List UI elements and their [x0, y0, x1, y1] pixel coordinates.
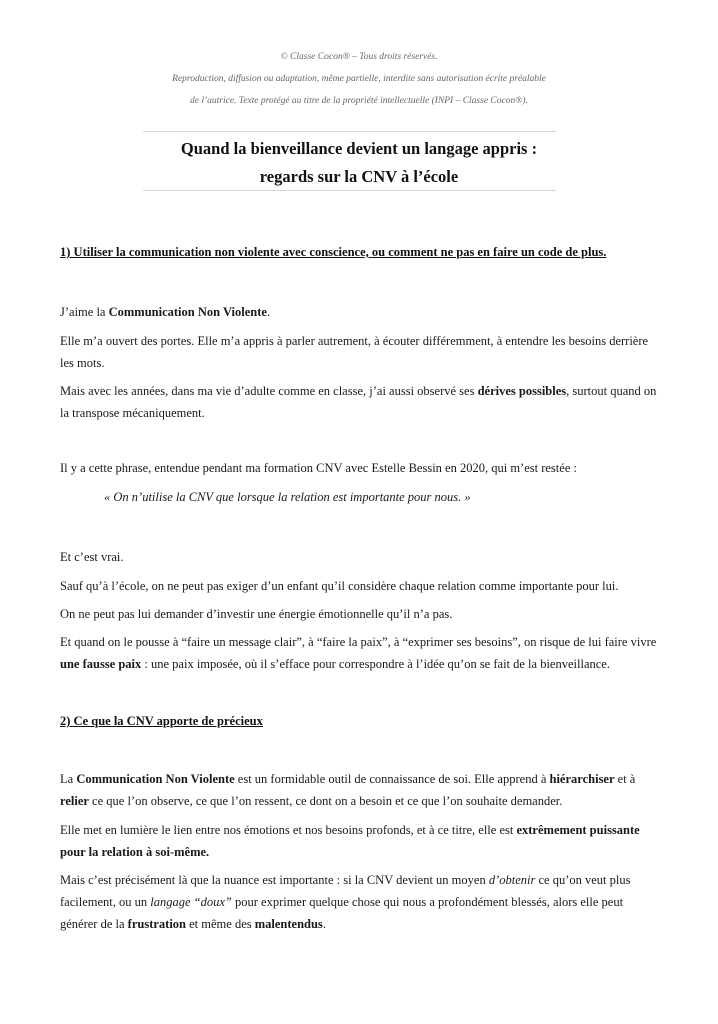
title-bottom-divider [143, 190, 556, 191]
copyright-notice [0, 46, 718, 112]
section-heading: 2) Ce que la CNV apporte de précieux [60, 714, 263, 728]
paragraph: Et c’est vrai. [60, 550, 124, 564]
paragraph: Mais c’est précisément là que la nuance est importante : si la CNV devient un moyen d’obtenir ce qu’on veut plus facilement, ou un langage “doux” pour exprimer quelque chose qui nous a profondément blessés, alors elle peut générer de la frustration et même des malentendus. [60, 873, 631, 931]
paragraph: Il y a cette phrase, entendue pendant ma formation CNV avec Estelle Bessin en 2020, qui m’est restée : [60, 461, 577, 475]
title-line: Quand la bienveillance devient un langage appris : [180, 139, 538, 158]
paragraph: Elle m’a ouvert des portes. Elle m’a appris à parler autrement, à écouter différemment, à entendre les besoins derrière les mots. [60, 334, 649, 370]
paragraph: Elle met en lumière le lien entre nos émotions et nos besoins profonds, et à ce titre, elle est extrêmement puissante pour la relation à soi-même. [60, 823, 640, 859]
copyright-line: Reproduction, diffusion ou adaptation, même partielle, interdite sans autorisation écrite préalable [172, 74, 546, 84]
paragraph: Et quand on le pousse à “faire un message clair”, à “faire la paix”, à “exprimer ses besoins”, on risque de lui faire vivre une fausse paix : une paix imposée, où il s’efface pour correspondre à l’idée qu’on se fait de la bienveillance. [60, 635, 657, 671]
paragraph: J’aime la Communication Non Violente. [60, 305, 271, 319]
paragraph: Mais avec les années, dans ma vie d’adulte comme en classe, j’ai aussi observé ses dérives possibles, surtout quand on la transpose mécaniquement. [60, 384, 657, 420]
copyright-line: © Classe Cocon® – Tous droits réservés. [280, 52, 438, 62]
title-line: regards sur la CNV à l’école [259, 167, 459, 186]
document-title [0, 135, 718, 191]
title-top-divider [143, 131, 556, 132]
section-heading: 1) Utiliser la communication non violente avec conscience, ou comment ne pas en faire un code de plus. [60, 245, 607, 259]
quote: « On n’utilise la CNV que lorsque la relation est importante pour nous. » [104, 490, 471, 504]
copyright-line: de l’autrice. Texte protégé au titre de la propriété intellectuelle (INPI – Classe Cocon®). [190, 96, 528, 106]
paragraph: Sauf qu’à l’école, on ne peut pas exiger d’un enfant qu’il considère chaque relation comme importante pour lui. [60, 579, 619, 593]
paragraph: On ne peut pas lui demander d’investir une énergie émotionnelle qu’il n’a pas. [60, 607, 453, 621]
paragraph: La Communication Non Violente est un formidable outil de connaissance de soi. Elle apprend à hiérarchiser et à relier ce que l’on observe, ce que l’on ressent, ce dont on a besoin et ce que l’on souhaite demander. [60, 772, 636, 808]
